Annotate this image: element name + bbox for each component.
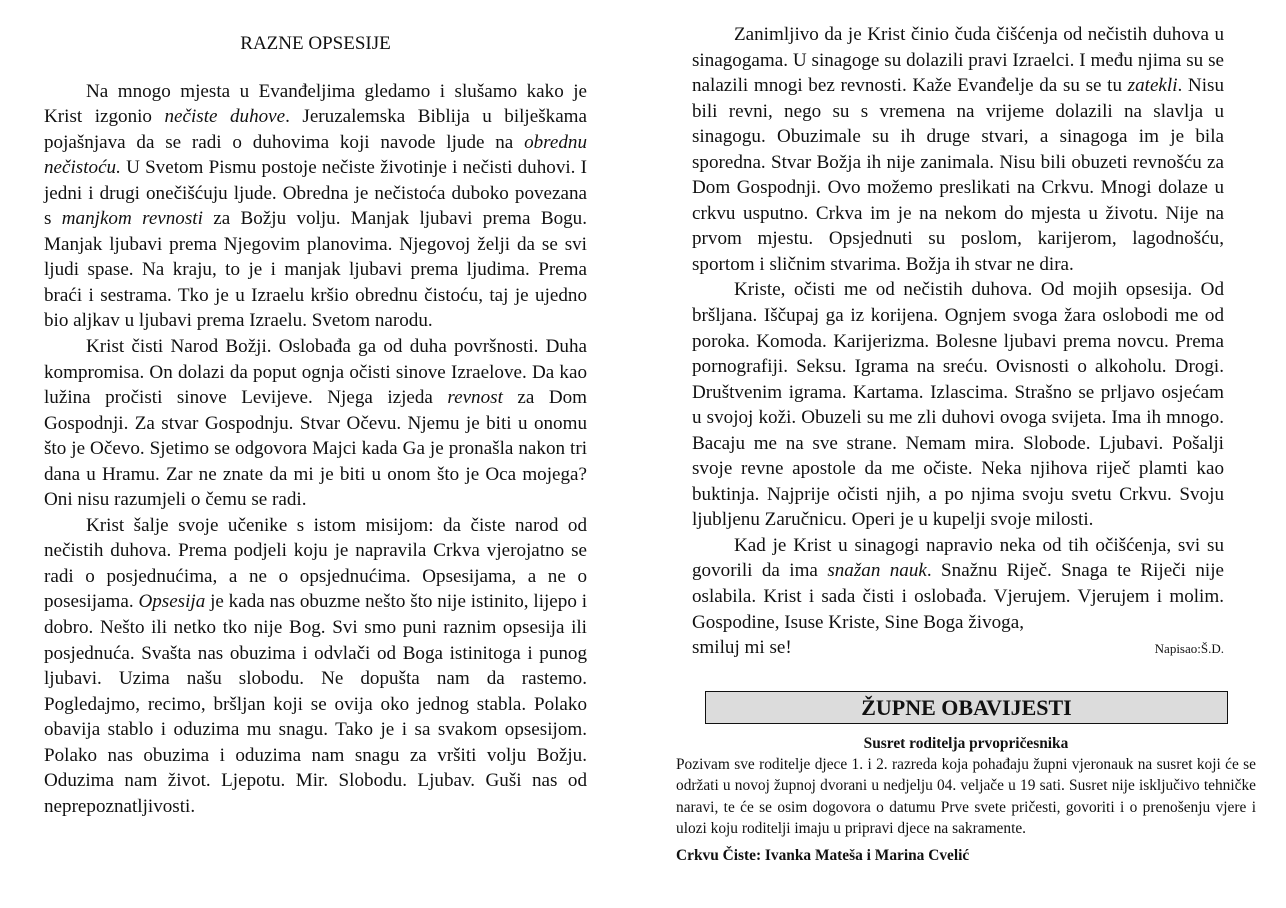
article-paragraph <box>44 513 587 820</box>
author-signature: Napisao:Š.D. <box>1154 641 1224 657</box>
left-column <box>44 31 587 819</box>
article-paragraph <box>692 22 1224 277</box>
emphasis-text: zatekli <box>1127 75 1178 97</box>
emphasis-text: snažan nauk <box>827 560 927 582</box>
emphasis-text: revnost <box>447 387 503 409</box>
paragraph-text: je kada nas obuzme nešto što nije istinito, lijepo i dobro. Nešto ili netko tko nije Bog. Svi smo puni raznim opsesija ili posjednuća. Svašta nas obuzima i odvlači od Boga istinitoga i punog ljubavi. Uzima našu slobodu. Ne dopušta nam da rastemo. Pogledajmo, recimo, bršljan koji se ovija oko jednog stabla. Polako obavija stablo i oduzima mu snagu. Tako je i sa svakom opsesijom. Polako nas obuzima i oduzima nam snagu za vršiti volju Božju. Oduzima nam život. Ljepotu. Mir. Slobodu. Ljubav. Guši nas od neprepoznatljivosti. <box>44 591 587 817</box>
paragraph-text: U Svetom Pismu postoje nečiste životinje i nečisti duhovi. I jedni i drugi onečišćuju ljude. Obredna je nečistoća duboko povezana s <box>44 157 587 230</box>
notice-footer: Crkvu Čiste: Ivanka Mateša i Marina Cvelić <box>676 847 970 865</box>
notices-header: ŽUPNE OBAVIJESTI <box>705 691 1228 724</box>
article-paragraph <box>44 334 587 513</box>
article-paragraph <box>44 79 587 334</box>
notice-body: Pozivam sve roditelje djece 1. i 2. razreda koja pohađaju župni vjeronauk na susret koji će se održati u novoj župnoj dvorani u nedjelju 04. veljače u 19 sati. Susret nije isključivo tehničke naravi, te će se osim dogovora o datumu Prve svete pričesti, govoriti i o prenošenju vjere i ulozi koju roditelji imaju u pripravi djece na sakramente. <box>676 756 1256 837</box>
article-title: RAZNE OPSESIJE <box>240 33 391 54</box>
paragraph-text: Na mnogo mjesta u Evanđeljima gledamo i slušamo kako je Krist izgonio <box>44 80 587 128</box>
paragraph-text: . Jeruzalemska Biblija u bilješkama pojašnjava da se radi o duhovima koji navode ljude na <box>44 106 587 153</box>
closing-text: smiluj mi se! <box>692 637 792 659</box>
paragraph-text: . Snažnu Riječ. Snaga te Riječi nije oslabila. Krist i sada čisti i oslobađa. Vjerujem. Vjerujem i molim. Gospodine, Isuse Kriste, Sine Boga živoga, <box>692 560 1224 633</box>
paragraph-text: Krist šalje svoje učenike s istom misijom: da čiste narod od nečistih duhova. Prema podjeli koju je napravila Crkva vjerojatno se radi o posjednućima, a ne o opsjednućima. Opsesijama, a ne o posesijama. <box>44 514 587 613</box>
article-paragraph <box>692 277 1224 532</box>
emphasis-text: nečiste duhove <box>164 106 286 128</box>
emphasis-text: obrednu nečistoću. <box>44 131 587 179</box>
closing-line <box>692 635 1224 662</box>
emphasis-text: Opsesija <box>138 591 206 613</box>
article-paragraph <box>692 533 1224 635</box>
paragraph-text: za Dom Gospodnji. Za stvar Gospodnju. Stvar Očevu. Njemu je biti u onomu što je Očevo. Sjetimo se odgovora Majci kada Ga je pronašla nakon tri dana u Hramu. Zar ne znate da mi je biti u onom što je Oca mojega? Oni nisu razumjeli o čemu se radi. <box>44 387 588 511</box>
paragraph-text: Krist čisti Narod Božji. Oslobađa ga od duha površnosti. Duha kompromisa. On dolazi da poput ognja očisti sinove Izraelove. Da kao lužina pročisti sinove Levijeve. Njega izjeda <box>44 336 587 409</box>
paragraph-text: Kriste, očisti me od nečistih duhova. Od mojih opsesija. Od bršljana. Iščupaj ga iz korijena. Ognjem svoga žara oslobodi me od poroka. Komoda. Karijerizma. Bolesne ljubavi prema novcu. Prema pornografiji. Seksu. Igrama na sreću. Ovisnosti o alkoholu. Drogi. Društvenim igrama. Kartama. Izlascima. Strašno se prljavo osjećam u svojoj koži. Obuzeli su me zli duhovi ovoga svijeta. Ima ih mnogo. Bacaju me na sve strane. Nemam mira. Slobode. Ljubavi. Pošalji svoje revne apostole da me očiste. Neka njihova riječ plamti kao buktinja. Najprije očisti njih, a po njima svoju svetu Crkvu. Svoju ljubljenu Zaručnicu. Operi je u kupelji svoje milosti. <box>692 279 1224 531</box>
notice-title: Susret roditelja prvopričesnika <box>863 735 1069 752</box>
paragraph-text: . Nisu bili revni, nego su s vremena na vrijeme dolazili na slavlja u sinagogu. Obuzimale su ih druge stvari, a sinagoga im je bila sporedna. Stvar Božja ih nije zanimala. Nisu bili obuzeti revnošću za Dom Gospodnji. Ovo možemo preslikati na Crkvu. Mnogi dolaze u crkvu usputno. Crkva im je na nekom do mjesta u životu. Nije na prvom mjestu. Opsjednuti su poslom, karijerom, lagodnošću, sportom i sličnim stvarima. Božja ih stvar ne dira. <box>692 75 1225 275</box>
emphasis-text: manjkom revnosti <box>61 208 203 230</box>
notices-section <box>676 733 1256 866</box>
paragraph-text: za Božju volju. Manjak ljubavi prema Bogu. Manjak ljubavi prema Njegovim planovima. Njegovoj želji da se svi ljudi spase. Na kraju, to je i manjak ljubavi prema ljudima. Prema braći i sestrama. Tko je u Izraelu kršio obrednu čistoću, taj je ujedno bio aljkav u ljubavi prema Izraelu. Svetom narodu. <box>44 208 587 332</box>
right-column <box>692 22 1224 662</box>
paragraph-text: Kad je Krist u sinagogi napravio neka od tih očišćenja, svi su govorili da ima <box>692 534 1224 582</box>
paragraph-text: Zanimljivo da je Krist činio čuda čišćenja od nečistih duhova u sinagogama. U sinagoge su dolazili pravi Izraelci. I među njima su se nalazili mnogi bez revnosti. Kaže Evanđelje da su se tu <box>692 24 1224 97</box>
